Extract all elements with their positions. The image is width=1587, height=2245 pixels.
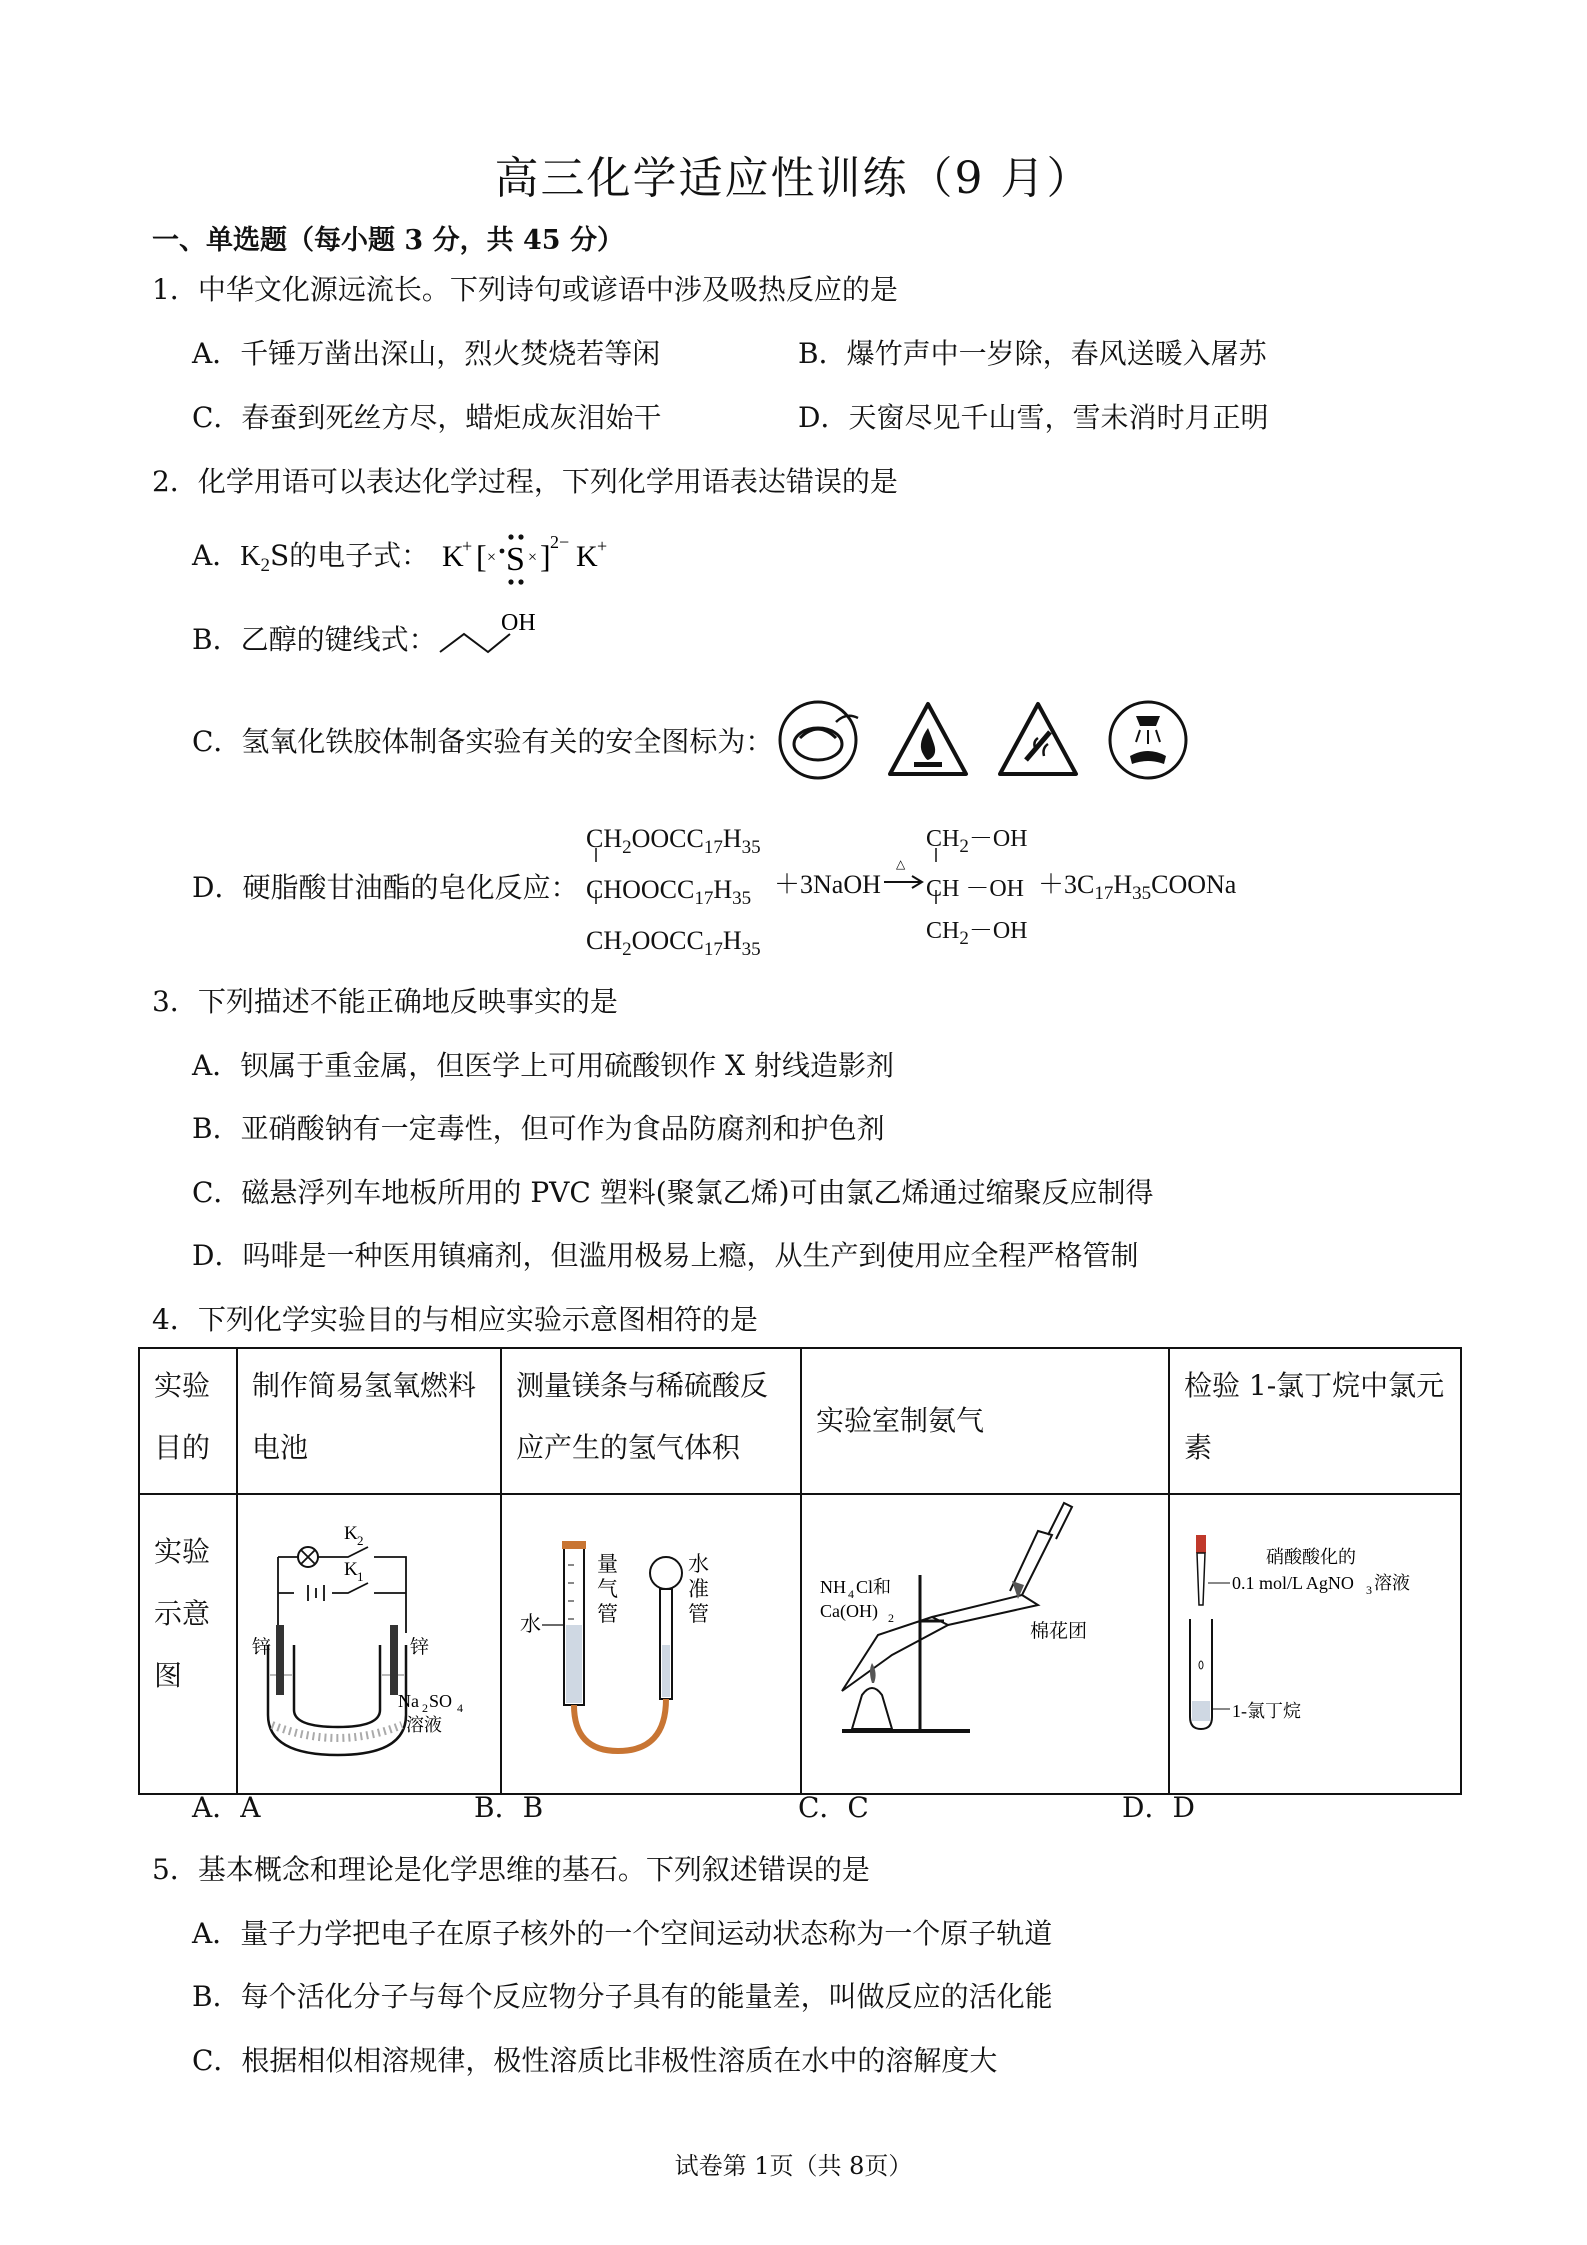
hot-surface-warning-icon [1000,704,1076,774]
ethanol-skeletal-formula [436,604,546,664]
product-bonds-icon [928,846,944,926]
ammonia-diagram [802,1495,1168,1761]
svg-text:Na: Na [398,1691,419,1711]
svg-text:0.1 mol/L AgNO: 0.1 mol/L AgNO [1232,1573,1354,1593]
question-2-option-c: C．氢氧化铁胶体制备实验有关的安全图标为： [192,725,774,758]
rubber-tube-icon [574,1699,666,1751]
reactant-row-2: $CHOOCC_{17}H_{35}$ [586,875,752,909]
svg-text:溶液: 溶液 [1374,1573,1410,1593]
question-4-option-a: A．A [192,1791,261,1824]
question-2-option-d: D．硬脂酸甘油酯的皂化反应： [192,871,579,904]
question-5-stem: 5．基本概念和理论是化学思维的基石。下列叙述错误的是 [152,1853,870,1886]
table-cell-hydrogen-volume: 测量镁条与稀硫酸反 应产生的氢气体积 [501,1348,801,1494]
svg-text:管: 管 [688,1602,709,1626]
hydroxyl-label: OH [501,610,536,636]
svg-text:K: K [344,1523,358,1544]
svg-text:Cl和: Cl和 [856,1577,892,1597]
svg-text:管: 管 [597,1602,618,1626]
question-4-stem: 4．下列化学实验目的与相应实验示意图相符的是 [152,1303,758,1336]
fuel-cell-diagram-cell [237,1494,501,1794]
question-5-option-a: A．量子力学把电子在原子核外的一个空间运动状态称为一个原子轨道 [192,1917,1053,1950]
svg-text:3: 3 [1366,1583,1372,1597]
question-5-option-c: C．根据相似相溶规律，极性溶质比非极性溶质在水中的溶解度大 [192,2044,998,2077]
svg-text:硝酸酸化的: 硝酸酸化的 [1266,1547,1356,1567]
svg-text:K: K [344,1559,358,1580]
page-title: 高三化学适应性训练（9 月） [494,153,1093,204]
svg-text:水: 水 [688,1552,709,1576]
svg-text:棉花团: 棉花团 [1030,1621,1088,1642]
svg-text:溶液: 溶液 [406,1715,442,1735]
heat-symbol: △ [896,857,906,871]
test-tube-icon [842,1617,948,1691]
k-charge-left: + [462,536,473,556]
heating-circle-icon [780,702,858,778]
question-3-option-a: A．钡属于重金属，但医学上可用硫酸钡作 X 射线造影剂 [192,1049,894,1082]
k-ion-left: K [442,540,464,573]
page-footer: 试卷第 1页（共 8页） [674,2152,913,2180]
table-cell-chlorine-test: 检验 1-氯丁烷中氯元 素 [1169,1348,1461,1494]
k-charge-right: + [597,536,608,556]
zinc-electrode-right [390,1625,398,1695]
question-4-option-b: B．B [474,1791,544,1824]
product-row-1: $CH_2-OH$ [926,826,1028,857]
svg-text:1: 1 [357,1569,364,1584]
k-subscript: 2 [260,555,270,576]
electron-cross-left-icon: × [487,549,497,566]
reactant-row-1: $CH_2OOCC_{17}H_{35}$ [586,824,761,858]
electron-dot-icon [508,534,513,539]
k-symbol: K [240,541,261,572]
svg-text:锌: 锌 [252,1637,272,1658]
question-3-option-c: C．磁悬浮列车地板所用的 PVC 塑料(聚氯乙烯)可由氯乙烯通过缩聚反应制得 [192,1176,1154,1209]
table-cell-ammonia: 实验室制氨气 [801,1348,1169,1494]
question-5-option-b: B．每个活化分子与每个反应物分子具有的能量差，叫做反应的活化能 [192,1980,1053,2013]
svg-text:4: 4 [457,1701,463,1715]
svg-text:Ca(OH): Ca(OH) [820,1601,878,1621]
hand-wash-icon [1110,702,1186,778]
section-heading: 一、单选题（每小题 3 分，共 45 分） [152,225,624,256]
soap-product: $+3C_{17}H_{35}COONa$ [1038,870,1237,904]
question-3-option-d: D．吗啡是一种医用镇痛剂，但滥用极易上瘾，从生产到使用应全程严格管制 [192,1239,1139,1272]
question-3-stem: 3．下列描述不能正确地反映事实的是 [152,985,618,1018]
svg-text:1-氯丁烷: 1-氯丁烷 [1232,1701,1301,1721]
fuel-cell-diagram [238,1495,500,1761]
svg-text:准: 准 [688,1577,709,1601]
table-row-header: 实验 目的 [139,1348,237,1494]
svg-text:SO: SO [429,1691,453,1711]
product-row-3: $CH_2-OH$ [926,918,1028,949]
carbon-chain-icon [440,634,510,652]
electron-dot-icon [518,534,523,539]
zinc-electrode-left [276,1625,284,1695]
reactant-bonds-icon [588,846,604,926]
svg-text:气: 气 [597,1577,618,1601]
s-atom: S [506,541,525,578]
table-row-purpose [139,1348,1461,1494]
product-row-2: CH －OH [926,876,1025,902]
reactant-row-3: $CH_2OOCC_{17}H_{35}$ [586,926,761,960]
question-2-stem: 2．化学用语可以表达化学过程，下列化学用语表达错误的是 [152,465,898,498]
svg-text:锌: 锌 [410,1637,430,1658]
electron-cross-right-icon: × [528,549,538,566]
table-row-diagram [139,1494,1461,1794]
flame-warning-icon [890,704,966,774]
svg-text:2: 2 [422,1701,428,1715]
chlorine-test-diagram [1170,1495,1460,1761]
electron-dot-icon [518,579,523,584]
bracket-left-icon: [ [476,538,487,574]
svg-text:4: 4 [848,1587,854,1601]
naoh-term: ＋3NaOH [774,870,881,899]
k2s-electron-formula [440,520,620,590]
gas-volume-diagram [502,1495,800,1761]
question-2-option-a [192,534,429,577]
level-bulb-icon [650,1557,682,1589]
bracket-right-icon: ] [540,538,551,574]
question-1-stem: 1．中华文化源远流长。下列诗句或谚语中涉及吸热反应的是 [152,273,898,306]
svg-text:NH: NH [820,1577,846,1597]
question-4-option-d: D．D [1122,1791,1195,1824]
table-cell-fuel-cell: 制作简易氢氧燃料 电池 [237,1348,501,1494]
electron-dot-icon [508,579,513,584]
svg-text:量: 量 [597,1552,618,1576]
s-charge: 2− [550,532,570,552]
table-row-header: 实验 示意 图 [139,1494,237,1794]
question-1-option-c: C．春蚕到死丝方尽，蜡炬成灰泪始干 [192,401,662,434]
ammonia-diagram-cell [801,1494,1169,1794]
experiment-table [138,1347,1462,1795]
question-4-option-c: C．C [798,1791,869,1824]
question-3-option-b: B．亚硝酸钠有一定毒性，但可作为食品防腐剂和护色剂 [192,1112,885,1145]
svg-text:水: 水 [520,1612,541,1636]
question-2-option-b: B．乙醇的键线式： [192,623,437,656]
question-1-option-a: A．千锤万凿出深山，烈火焚烧若等闲 [192,337,661,370]
svg-text:2: 2 [357,1533,364,1548]
chlorine-test-diagram-cell [1169,1494,1461,1794]
reaction-arrow-icon [882,856,926,896]
electron-dot-icon [500,549,505,554]
gas-volume-diagram-cell [501,1494,801,1794]
k-ion-right: K [576,540,598,573]
svg-text:2: 2 [888,1611,894,1625]
dropper-bulb-icon [1196,1535,1206,1553]
safety-icons-row [776,698,1206,782]
option-a-text: S的电子式： [269,539,430,572]
question-1-option-b: B．爆竹声中一岁除，春风送暖入屠苏 [798,337,1267,370]
saponification-reactant [586,818,761,971]
alcohol-lamp-icon [852,1688,892,1729]
question-1-option-d: D．天窗尽见千山雪，雪未消时月正明 [798,401,1269,434]
option-a-prefix: A． [192,539,241,572]
